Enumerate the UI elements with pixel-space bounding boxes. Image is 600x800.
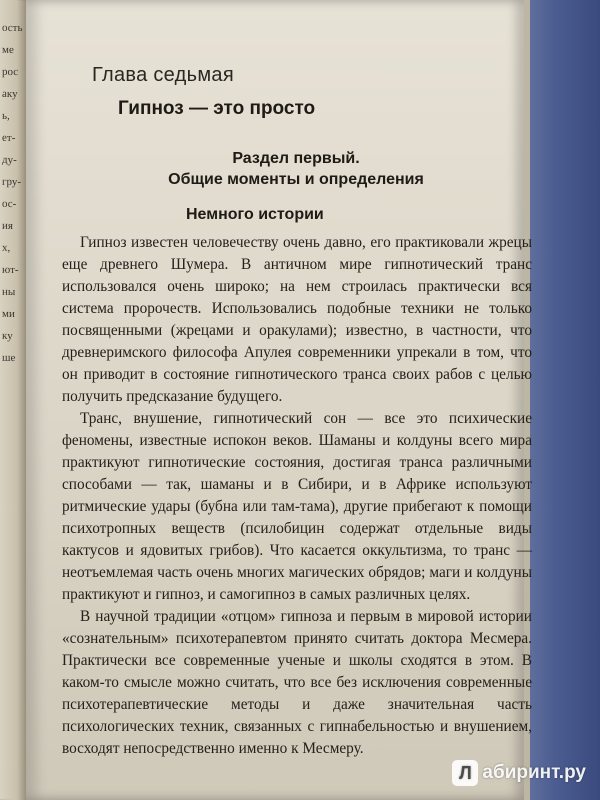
left-page-fragment: ия [2, 219, 13, 232]
left-page-edge [0, 0, 28, 800]
left-page-fragment: х, [2, 241, 11, 254]
left-page-fragment: ь, [2, 109, 10, 122]
watermark [452, 760, 586, 786]
left-page-fragment: ость [2, 21, 23, 35]
left-page-fragment: аку [2, 87, 18, 101]
left-page-fragment: гру- [2, 175, 22, 189]
subsection-heading: Немного истории [186, 206, 324, 223]
left-page-fragment: ми [2, 307, 15, 321]
left-page-fragment: ше [2, 351, 16, 365]
watermark-text: абиринт.ру [482, 762, 586, 783]
book-page [26, 0, 530, 800]
body-text [62, 232, 532, 760]
chapter-label: Глава седьмая [92, 64, 234, 86]
labirint-logo-icon: Л [452, 760, 478, 786]
left-page-fragment: ет- [2, 131, 16, 145]
left-page-fragment: ос- [2, 197, 17, 211]
paragraph: Транс, внушение, гипнотический сон — все это психические феномены, известные испокон веков. Шаманы и колдуны всего мира практикуют гипнотические состояния, достигая транса различными способами — так, шаманы и в Сибири, и в Африке используют ритмические удары (бубна или там-тама), другие прибегают к помощи психотропных веществ (псилобицин содержат отдельные виды кактусов и ядовитых грибов). Что касается оккультизма, то транс — неотъемлемая часть очень многих магических обрядов; маги и колдуны практикуют и гипноз, и самогипноз в самых различных целях. [62, 410, 532, 603]
left-page-fragment: ны [2, 285, 16, 299]
left-page-fragment: ме [2, 43, 14, 56]
left-page-fragment: ду- [2, 153, 17, 167]
section-heading-line-1: Раздел первый. [232, 150, 360, 167]
paragraph: В научной традиции «отцом» гипноза и первым в мировой истории «сознательным» психотерапевтом принято считать доктора Месмера. Практически все современные ученые и школы сходятся в этом. В каком-то смысле можно считать, что все без исключения современные психотерапевтические методы и даже значительная часть психологических техник, связанных с гипнабельностью и внушением, восходят непосредственно именно к Месмеру. [62, 608, 532, 757]
paragraph: Гипноз известен человечеству очень давно, его практиковали жрецы еще древнего Шумера. В античном мире гипнотический транс использовался очень широко; на нем строилась практически вся система пророчеств. Использовались подобные техники не только посвященными (жрецами и оракулами); известно, в частности, что древнеримского философа Апулея современники упрекали в том, что он приводит в состояние гипнотического транса своих рабов с целью получить предсказание будущего. [62, 234, 532, 405]
section-heading [136, 148, 456, 190]
chapter-title: Гипноз — это просто [118, 98, 316, 119]
section-heading-line-2: Общие моменты и определения [168, 171, 424, 188]
left-page-fragment: рос [2, 65, 19, 79]
left-page-fragment: ку [2, 329, 13, 342]
left-page-fragment: ют- [2, 263, 19, 277]
